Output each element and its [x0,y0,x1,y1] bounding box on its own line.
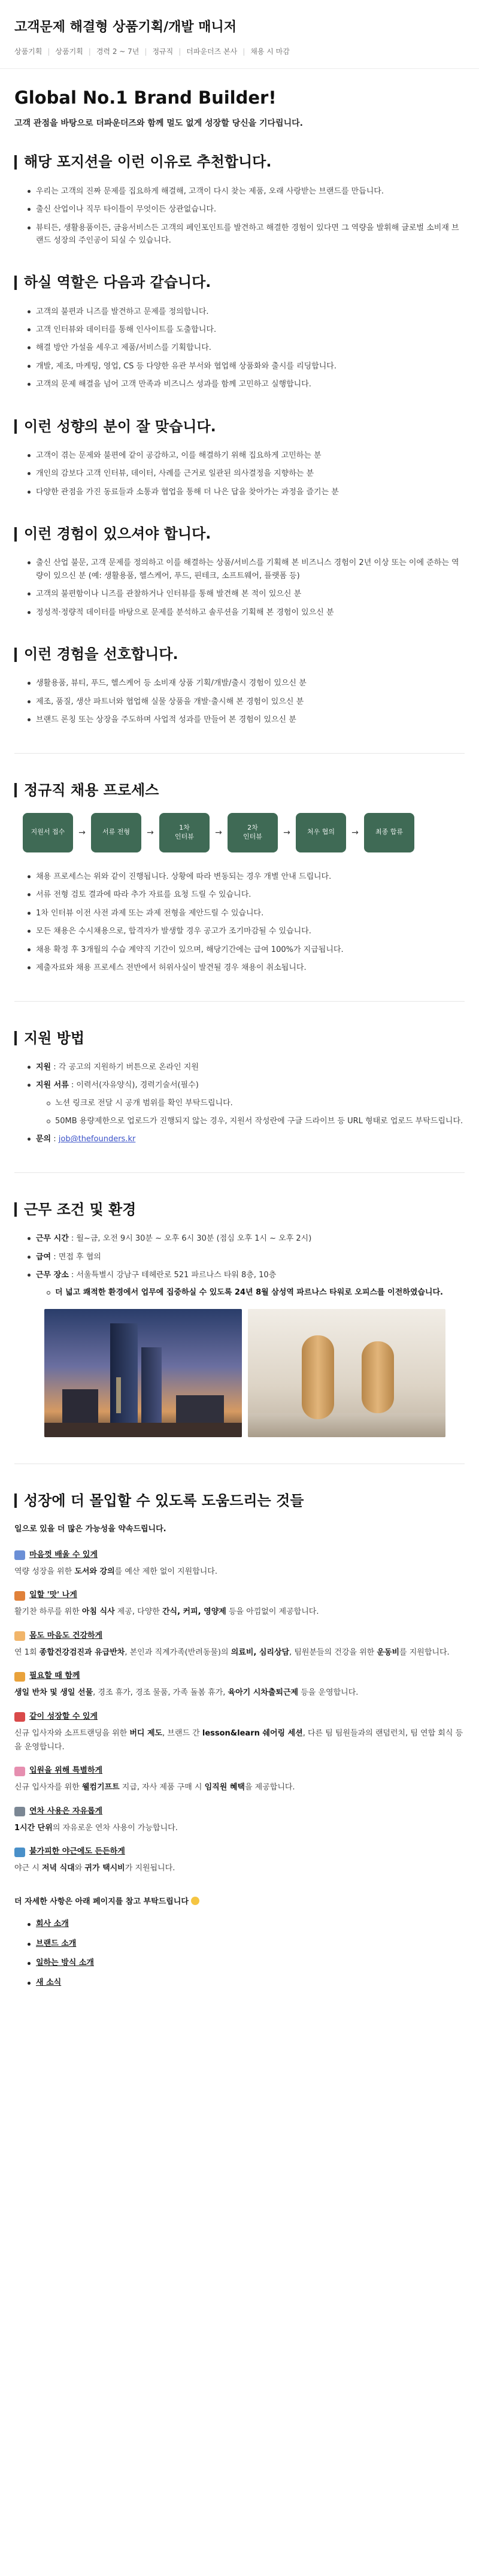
gift-icon [14,1672,25,1682]
section-title: 해당 포지션을 이런 이유로 추천합니다. [24,153,272,171]
benefit-title: 연차 사용은 자유롭게 [29,1806,103,1816]
tag-separator: | [144,47,147,56]
process-step: 처우 협의 [296,813,346,852]
divider [14,1172,465,1173]
pin-icon [14,1712,25,1722]
section-bar [14,648,17,662]
process-step: 서류 전형 [91,813,141,852]
fit-item: 개인의 감보다 고객 인터뷰, 데이터, 사례를 근거로 일관된 의사결정을 지향하는 분 [28,467,465,480]
office-lobby-photo [248,1309,445,1437]
tag-separator: | [178,47,181,56]
benefit-title: 필요할 때 함께 [29,1671,80,1681]
benefit-item [14,1846,465,1876]
section-fit [14,418,465,499]
section-bar [14,527,17,542]
section-bar [14,276,17,290]
required-item: 정성적·정량적 데이터를 바탕으로 문제를 분석하고 솔루션을 기획해 본 경험이 있으신 분 [28,606,465,619]
benefit-list [14,1549,465,1876]
benefit-title: 일할 '맛' 나게 [29,1591,77,1600]
section-bar [14,783,17,797]
job-title: 고객문제 해결형 상품기획/개발 매니저 [14,20,237,35]
section-required [14,525,465,619]
benefit-description: 생일 반차 및 생일 선물, 경조 휴가, 경조 물품, 가족 돌봄 휴가, 육아기 시차출퇴근제 등을 운영합니다. [14,1688,359,1698]
office-building-photo [44,1309,242,1437]
role-item: 고객의 문제 해결을 넘어 고객 만족과 비즈니스 성과를 함께 고민하고 실행합니다. [28,378,465,391]
section-title: 성장에 더 몰입할 수 있도록 도움드리는 것들 [24,1492,304,1509]
process-step: 지원서 접수 [23,813,73,852]
section-process [14,781,465,975]
recommend-item: 우리는 고객의 진짜 문제를 집요하게 해결해, 고객이 다시 찾는 제품, 오래 사랑받는 브랜드를 만듭니다. [28,185,465,198]
divider [14,1001,465,1002]
job-tags [14,46,465,58]
benefit-title: 불가피한 야근에도 든든하게 [29,1847,125,1857]
required-item: 출신 산업 불문, 고객 문제를 정의하고 이를 해결하는 상품/서비스를 기획해 본 비즈니스 경험이 2년 이상 또는 이에 준하는 역량이 있으신 분 (예: 생활용품, 헬스케어, 푸드, 핀테크, 소프트웨어, 플랫폼 등) [28,557,465,582]
hero-subtitle: 고객 관점을 바탕으로 더파운더즈와 함께 멀도 없게 성장할 당신을 기다립니다. [14,119,303,129]
section-benefits [14,1492,465,1990]
section-title: 지원 방법 [24,1029,85,1047]
section-conditions [14,1201,465,1437]
benefit-description: 야근 시 저녁 식대와 귀가 택시비가 지원됩니다. [14,1864,175,1873]
benefit-title: 입원을 위해 특별하게 [29,1766,103,1776]
muscle-icon [14,1631,25,1641]
preferred-item: 생활용품, 뷰티, 푸드, 헬스케어 등 소비재 상품 기획/개발/출시 경험이 있으신 분 [28,677,465,690]
arrow-right-icon: → [283,827,290,837]
contact-email-link[interactable]: job@thefounders.kr [58,1135,136,1144]
section-title: 하실 역할은 다음과 같습니다. [24,274,211,291]
process-note: 서류 전형 검토 결과에 따라 추가 자료를 요청 드릴 수 있습니다. [28,888,465,901]
section-title: 이런 성향의 분이 잘 맞습니다. [24,418,216,435]
link-news[interactable]: 새 소식 [36,1978,62,1988]
apply-subitem: 노션 링크로 전달 시 공개 범위를 확인 부탁드립니다. [47,1097,465,1109]
tag-job-subcategory: 상품기획 [55,47,83,56]
benefit-title: 마음껏 배울 수 있게 [29,1550,98,1559]
apply-documents-item: 지원 서류 : 이력서(자유양식), 경력기술서(필수) 노션 링크로 전달 시 공개 범위를 확인 부탁드립니다. 50MB 용량제한으로 업로드가 진행되지 않는 경우, 지원서 작성란에 구글 드라이브 등 URL 형태로 업로드 부탁드립니다. [28,1079,465,1127]
required-item: 고객의 불편함이나 니즈를 관찰하거나 인터뷰를 통해 발견해 본 적이 있으신 분 [28,588,465,600]
benefit-description: 역량 성장을 위한 도서와 강의를 예산 제한 없이 지원합니다. [14,1567,217,1576]
hero-title: Global No.1 Brand Builder! [14,87,277,108]
benefit-title: 같이 성장할 수 있게 [29,1712,98,1721]
link-work-style[interactable]: 일하는 방식 소개 [36,1958,94,1968]
car-icon [14,1848,25,1857]
process-flow [14,813,465,852]
recommend-item: 뷰티든, 생활용품이든, 금융서비스든 고객의 페인포인트를 발견하고 해결한 경험이 있다면 그 역량을 발휘해 글로벌 소비재 브랜드 성장의 주인공이 되실 수 있습니다. [28,222,465,247]
apply-subitem: 50MB 용량제한으로 업로드가 진행되지 않는 경우, 지원서 작성란에 구글 드라이브 등 URL 형태로 업로드 부탁드립니다. [47,1115,465,1127]
process-note: 1차 인터뷰 이전 사전 과제 또는 과제 전형을 제안드릴 수 있습니다. [28,907,465,920]
book-icon [14,1550,25,1560]
tag-separator: | [47,47,50,56]
benefit-description: 1시간 단위의 자유로운 연차 사용이 가능합니다. [14,1823,178,1833]
apply-method-item: 지원 : 각 공고의 지원하기 버튼으로 온라인 지원 [28,1061,465,1074]
smile-icon [191,1897,199,1905]
arrow-right-icon: → [215,827,222,837]
work-place-item: 근무 장소 : 서울특별시 강남구 테헤란로 521 파르나스 타워 8층, 10층 더 넓고 쾌적한 환경에서 업무에 집중하실 수 있도록 24년 8월 삼성역 파르나스 타워로 오피스를 이전하였습니다. [28,1269,465,1299]
section-title: 이런 경험을 선호합니다. [24,646,178,663]
benefit-item [14,1711,465,1754]
outro-text: 더 자세한 사항은 아래 페이지를 참고 부탁드립니다 [14,1896,465,1909]
benefit-description: 신규 입사자를 위한 웰컴기프트 지급, 자사 제품 구매 시 임직원 혜택을 제공합니다. [14,1783,295,1792]
calendar-icon [14,1807,25,1816]
fit-item: 고객이 겪는 문제와 불편에 같이 공감하고, 이를 해결하기 위해 집요하게 고민하는 분 [28,449,465,462]
tag-separator: | [88,47,91,56]
tag-experience: 경력 2 ~ 7년 [96,47,140,56]
benefit-description: 연 1회 종합건강검진과 유급반차, 본인과 직계가족(반려동물)의 의료비, 심리상담, 팀원분들의 건강을 위한 운동비를 지원합니다. [14,1647,450,1657]
preferred-item: 제조, 품질, 생산 파트너와 협업해 실물 상품을 개발·출시해 본 경험이 있으신 분 [28,696,465,708]
fit-item: 다양한 관점을 가진 동료들과 소통과 협업을 통해 더 나은 답을 찾아가는 과정을 즐기는 분 [28,486,465,498]
benefit-item [14,1589,465,1619]
tag-deadline: 채용 시 마감 [250,47,290,56]
link-brand-intro[interactable]: 브랜드 소개 [36,1939,77,1948]
section-apply [14,1029,465,1146]
section-bar [14,1493,17,1508]
arrow-right-icon: → [351,827,359,837]
office-photos [44,1309,445,1437]
benefits-intro: 일으로 있을 더 많은 가능성을 약속드립니다. [14,1525,166,1534]
benefit-item [14,1765,465,1795]
section-title: 이런 경험이 있으셔야 합니다. [24,525,211,543]
section-bar [14,1031,17,1045]
section-title: 근무 조건 및 환경 [24,1201,137,1218]
process-step: 최종 합류 [364,813,414,852]
process-note: 모든 채용은 수시채용으로, 합격자가 발생할 경우 공고가 조기마감될 수 있습니다. [28,925,465,938]
section-bar [14,155,17,170]
section-title: 정규직 채용 프로세스 [24,781,159,799]
process-step: 2차 인터뷰 [228,813,278,852]
benefit-item [14,1549,465,1579]
role-item: 해결 방안 가설을 세우고 제품/서비스를 기획합니다. [28,341,465,354]
process-step: 1차 인터뷰 [159,813,210,852]
job-content [0,69,479,1990]
process-note: 제출자료와 채용 프로세스 전반에서 허위사실이 발견될 경우 채용이 취소됩니다. [28,962,465,974]
arrow-right-icon: → [147,827,154,837]
tag-employment-type: 정규직 [152,47,174,56]
role-item: 고객 인터뷰와 데이터를 통해 인사이트를 도출합니다. [28,323,465,336]
process-note: 채용 확정 후 3개월의 수습 계약직 기간이 있으며, 해당기간에는 급여 100%가 지급됩니다. [28,944,465,956]
preferred-item: 브랜드 론칭 또는 상장을 주도하며 사업적 성과를 만들어 본 경험이 있으신 분 [28,713,465,726]
role-item: 개발, 제조, 마케팅, 영업, CS 등 다양한 유관 부서와 협업해 상품화와 출시를 리딩합니다. [28,360,465,373]
apply-contact-item: 문의 : job@thefounders.kr [28,1133,465,1145]
benefit-title: 몸도 마음도 건강하게 [29,1631,103,1640]
section-bar [14,1202,17,1217]
benefit-description: 활기찬 하루를 위한 아침 식사 제공, 다양한 간식, 커피, 영양제 등을 아낌없이 제공합니다. [14,1607,319,1617]
office-note: 더 넓고 쾌적한 환경에서 업무에 집중하실 수 있도록 24년 8월 삼성역 파르나스 타워로 오피스를 이전하였습니다. [47,1286,465,1299]
benefit-item [14,1806,465,1836]
salary-item: 급여 : 면접 후 협의 [28,1251,465,1263]
food-icon [14,1591,25,1601]
arrow-right-icon: → [78,827,86,837]
link-company-intro[interactable]: 회사 소개 [36,1919,69,1928]
work-hours-item: 근무 시간 : 월~금, 오전 9시 30분 ~ 오후 6시 30분 (점심 오후 1시 ~ 오후 2시) [28,1232,465,1245]
process-note: 채용 프로세스는 위와 같이 진행됩니다. 상황에 따라 변동되는 경우 개별 안내 드립니다. [28,870,465,883]
divider [14,753,465,754]
benefit-item [14,1630,465,1660]
company-links [14,1918,465,1990]
tag-job-category: 상품기획 [14,47,43,56]
role-item: 고객의 불편과 니즈를 발견하고 문제를 정의합니다. [28,306,465,318]
job-header [0,0,479,69]
section-recommend [14,153,465,247]
section-role [14,273,465,391]
benefit-description: 신규 입사자와 소프트랜딩을 위한 버디 제도, 브랜드 간 lesson&learn 쉐어링 세션, 다른 팀 팀원들과의 랜덤런치, 팀 연합 회식 등을 운영합니다. [14,1728,463,1752]
cake-icon [14,1767,25,1776]
tag-location: 더파운더즈 본사 [186,47,238,56]
recommend-item: 출신 산업이나 직무 타이틀이 무엇이든 상관없습니다. [28,203,465,216]
tag-separator: | [242,47,245,56]
section-bar [14,419,17,434]
section-preferred [14,645,465,727]
benefit-item [14,1670,465,1700]
